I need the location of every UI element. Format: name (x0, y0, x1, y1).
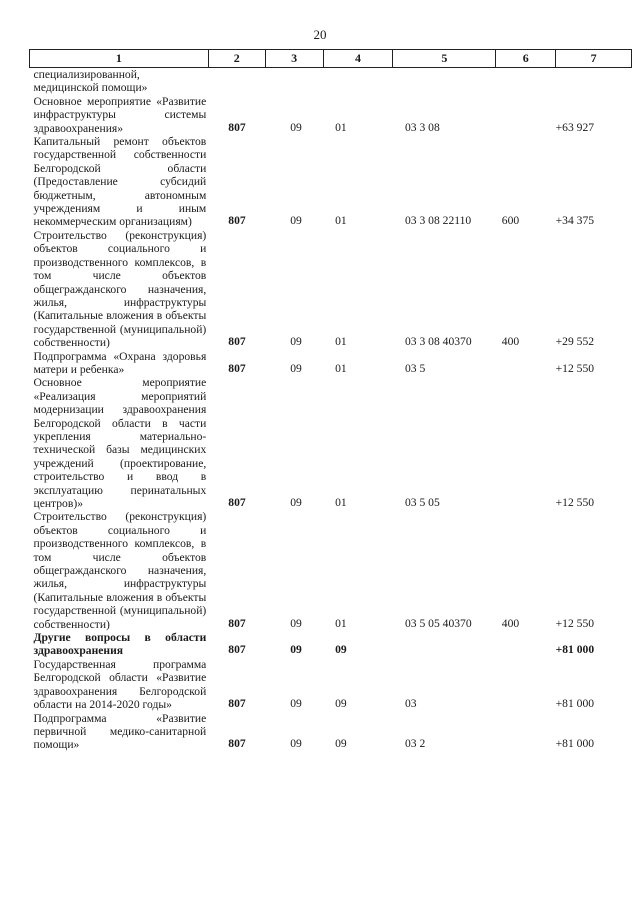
table-row (30, 631, 632, 658)
header-col-5: 5 (393, 50, 496, 68)
row-expense-type-cell (496, 712, 556, 752)
row-name-cell: Основное мероприятие «Развитие инфраструктуры системы здравоохранения» (33, 94, 207, 135)
row-amount-cell: +12 550 (555, 496, 595, 509)
row-section-cell: 09 (290, 361, 302, 375)
row-amount-cell: +29 552 (555, 335, 595, 349)
row-amount-cell: +81 000 (555, 697, 595, 711)
row-subsection-cell: 09 (335, 697, 347, 711)
row-expense-type-cell: 600 (501, 214, 520, 228)
row-code-cell: 807 (228, 697, 246, 711)
table-row (30, 229, 632, 350)
row-target-article-cell (393, 68, 496, 95)
row-amount-cell: +81 000 (555, 737, 595, 751)
table-row (30, 68, 632, 95)
row-target-article-cell: 03 3 08 22110 (404, 214, 472, 228)
table-row (30, 712, 632, 752)
header-col-3: 3 (265, 50, 323, 68)
row-subsection-cell: 01 (335, 496, 347, 509)
row-section-cell: 09 (290, 616, 302, 630)
row-target-article-cell: 03 3 08 40370 (404, 335, 472, 349)
row-expense-type-cell (496, 631, 556, 658)
row-section-cell: 09 (290, 643, 302, 657)
row-expense-type-cell (496, 658, 556, 712)
header-col-7: 7 (556, 50, 632, 68)
table-body (30, 68, 632, 752)
row-expense-type-cell (496, 376, 556, 510)
row-amount-cell: +34 375 (555, 214, 595, 228)
row-amount-cell: +12 550 (555, 616, 595, 630)
row-expense-type-cell (496, 95, 556, 135)
row-subsection-cell: 01 (335, 616, 347, 630)
page-number: 20 (313, 27, 327, 42)
row-section-cell (265, 68, 323, 95)
row-amount-cell: +12 550 (555, 361, 595, 375)
row-code-cell: 807 (228, 335, 246, 349)
row-section-cell: 09 (290, 214, 302, 228)
table-row (30, 350, 632, 377)
row-code-cell (208, 68, 265, 95)
row-name-cell: Основное мероприятие «Реализация мероприятий модернизации здравоохранения Белгородской области в части укрепления материально-технической базы медицинских учреждений (проектирование, строительство и ввод в эксплуатацию перинатальных центров)» (33, 376, 207, 510)
row-name-cell: специализированной, медицинской помощи» (33, 68, 148, 95)
row-name-cell: Подпрограмма «Развитие первичной медико-санитарной помощи» (33, 711, 207, 752)
row-code-cell: 807 (228, 616, 246, 630)
row-expense-type-cell (496, 68, 556, 95)
row-name-cell: Государственная программа Белгородской области «Развитие здравоохранения Белгородской области на 2014-2020 годы» (33, 657, 207, 712)
row-target-article-cell: 03 2 (404, 737, 426, 751)
row-section-cell: 09 (290, 697, 302, 711)
header-col-4: 4 (323, 50, 393, 68)
row-section-cell: 09 (290, 120, 302, 134)
row-target-article-cell: 03 (404, 697, 417, 711)
row-name-cell: Капитальный ремонт объектов государственной собственности Белгородской области (Предоставление субсидий бюджетным, автономным учреждениям и иным некоммерческим организациям) (33, 135, 207, 229)
row-name-cell: Строительство (реконструкция) объектов социального и производственного комплексов, в том числе объектов общегражданского назначения, жилья, инфраструктуры (Капитальные вложения в объекты государственной (муниципальной) собственности) (33, 228, 207, 350)
row-section-cell: 09 (290, 496, 302, 509)
row-name-cell: Другие вопросы в области здравоохранения (33, 631, 207, 658)
row-subsection-cell: 01 (335, 120, 347, 134)
header-col-1: 1 (30, 50, 209, 68)
row-target-article-cell: 03 5 05 (404, 496, 440, 509)
row-amount-cell (556, 68, 632, 95)
table-header (30, 50, 632, 68)
row-subsection-cell: 01 (335, 361, 347, 375)
row-target-article-cell: 03 5 05 40370 (404, 616, 472, 630)
table-row (30, 135, 632, 229)
row-code-cell: 807 (228, 214, 246, 228)
row-name-cell: Подпрограмма «Охрана здоровья матери и ребенка» (33, 349, 207, 376)
table-row (30, 658, 632, 712)
row-expense-type-cell: 400 (501, 616, 520, 630)
row-target-article-cell (393, 631, 496, 658)
row-expense-type-cell: 400 (501, 335, 520, 349)
row-name-cell: Строительство (реконструкция) объектов социального и производственного комплексов, в том числе объектов общегражданского назначения, жилья, инфраструктуры (Капитальные вложения в объекты государственной (муниципальной) собственности) (33, 510, 207, 631)
row-subsection-cell: 01 (335, 214, 347, 228)
row-target-article-cell: 03 3 08 (404, 120, 440, 134)
header-col-6: 6 (496, 50, 556, 68)
row-amount-cell: +63 927 (555, 120, 595, 134)
row-subsection-cell: 01 (335, 335, 347, 349)
row-code-cell: 807 (228, 361, 246, 375)
row-subsection-cell (323, 68, 393, 95)
row-target-article-cell: 03 5 (404, 361, 426, 375)
header-col-2: 2 (208, 50, 265, 68)
row-section-cell: 09 (290, 335, 302, 349)
table-row (30, 95, 632, 135)
row-section-cell: 09 (290, 737, 302, 751)
row-code-cell: 807 (228, 120, 246, 134)
row-amount-cell: +81 000 (555, 643, 595, 657)
budget-table (29, 49, 632, 752)
row-expense-type-cell (496, 350, 556, 377)
row-subsection-cell: 09 (335, 643, 347, 657)
table-row (30, 510, 632, 631)
row-code-cell: 807 (228, 737, 246, 751)
row-code-cell: 807 (228, 643, 246, 657)
row-code-cell: 807 (228, 496, 246, 509)
row-subsection-cell: 09 (335, 737, 347, 751)
table-row (30, 376, 632, 510)
